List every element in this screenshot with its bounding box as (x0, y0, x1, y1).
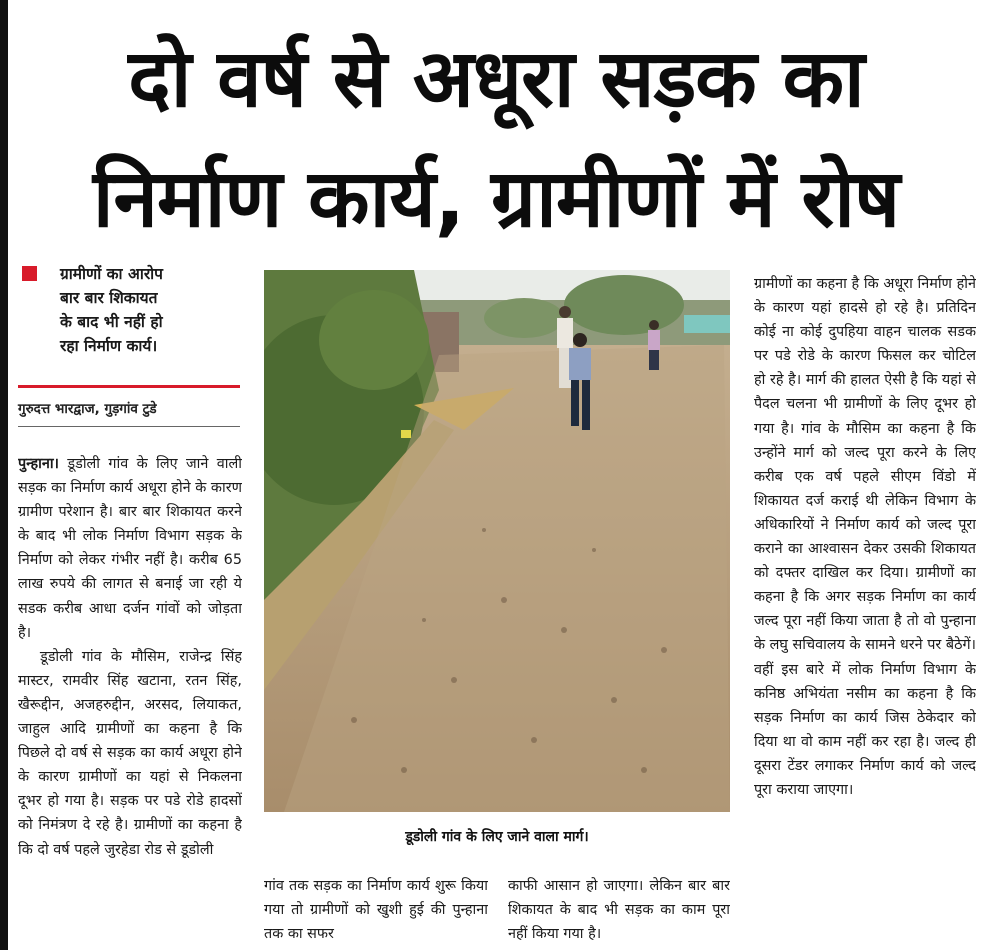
byline: गुरुदत्त भारद्वाज, गुड़गांव टुडे (18, 401, 157, 417)
article-column-middle-1: गांव तक सड़क का निर्माण कार्य शुरू किया गया तो ग्रामीणों को खुशी हुई की पुन्हाना तक का सफर (264, 878, 488, 943)
headline-line-1: दो वर्ष से अधूरा सड़क का (128, 32, 864, 125)
page-edge-border (0, 0, 8, 950)
article-column-left (18, 452, 242, 948)
road-photo-illustration (264, 270, 730, 812)
kicker-box (18, 262, 240, 358)
article-photo (264, 270, 730, 812)
headline-line-2: निर्माण कार्य, ग्रामीणों में रोष (92, 152, 900, 245)
article-column-right: ग्रामीणों का कहना है कि अधूरा निर्माण होने के कारण यहां हादसे हो रहे है। प्रतिदिन कोई ना कोई दुपहिया वाहन चालक सडक पर पडे रोडे के कारण फिसल कर चोटिल हो रहे है। मार्ग की हालत ऐसी है कि यहां से पैदल चलना भी ग्रामीणों के लिए दूभर हो गया है। गांव के मौसिम का कहना है कि उन्होंने मार्ग को जल्द पूरा करने के लिए करीब एक वर्ष पहले सीएम विंडो में शिकायत दर्ज कराई थी लेकिन विभाग के अधिकारियों ने निर्माण कार्य को जल्द पूरा कराने का आश्वासन देकर उसकी शिकायत को दफ्तर दाखिल कर दिया। ग्रामीणों का कहना है कि अगर सड़क निर्माण का कार्य जल्द पूरा नहीं किया जाता है तो वो पुन्हाना के लघु सचिवालय के सामने धरने पर बैठेगें। वहीं इस बारे में लोक निर्माण विभाग के कनिष्ठ अभियंता नसीम का कहना है कि सड़क निर्माण का कार्य जिस ठेकेदार को दिया था वो काम नहीं कर रहा है। जल्द ही दूसरा टेंडर लगाकर निर्माण कार्य को जल्द पूरा कराया जाएगा। (754, 276, 976, 798)
paragraph-1-text: डूडोली गांव के लिए जाने वाली सड़क का निर्माण कार्य अधूरा होने के कारण ग्रामीण परेशान है। बार बार शिकायत करने के बाद भी लोक निर्माण विभाग सड़क के निर्माण को लेकर गंभीर नहीं है। करीब 65 लाख रुपये की लागत से बनाई जा रही ये सडक करीब आधा दर्जन गांवों को जोड़ता है। (18, 456, 242, 641)
kicker-line-2: बार बार शिकायत (60, 289, 158, 307)
kicker-line-3: के बाद भी नहीं हो (60, 313, 163, 331)
kicker-line-1: ग्रामीणों का आरोप (60, 265, 163, 283)
kicker-line-4: रहा निर्माण कार्य। (60, 337, 158, 355)
article-paragraph-1 (18, 452, 242, 645)
byline-divider (18, 426, 240, 427)
red-bullet-icon (22, 266, 37, 281)
kicker-divider (18, 385, 240, 388)
photo-caption: डूडोली गांव के लिए जाने वाला मार्ग। (405, 829, 589, 845)
article-paragraph-2: डूडोली गांव के मौसिम, राजेन्द्र सिंह मास्टर, रामवीर सिंह खटाना, रतन सिंह, खैरूद्दीन, अजहरुद्दीन, अरसद, लियाकत, जाहुल आदि ग्रामीणों का कहना है कि पिछले दो वर्ष से सड़क का कार्य अधूरा होने के कारण ग्रामीणों का यहां से निकलना दूभर हो गया है। सड़क पर पडे रोडे हादसों को निमंत्रण दे रहे है। ग्रामीणों का कहना है कि दो वर्ष पहले जुरहेडा रोड से डूडोली (18, 648, 242, 858)
article-column-middle-2: काफी आसान हो जाएगा। लेकिन बार बार शिकायत के बाद भी सड़क का काम पूरा नहीं किया गया है। (508, 878, 730, 943)
dateline: पुन्हाना। (18, 456, 60, 472)
